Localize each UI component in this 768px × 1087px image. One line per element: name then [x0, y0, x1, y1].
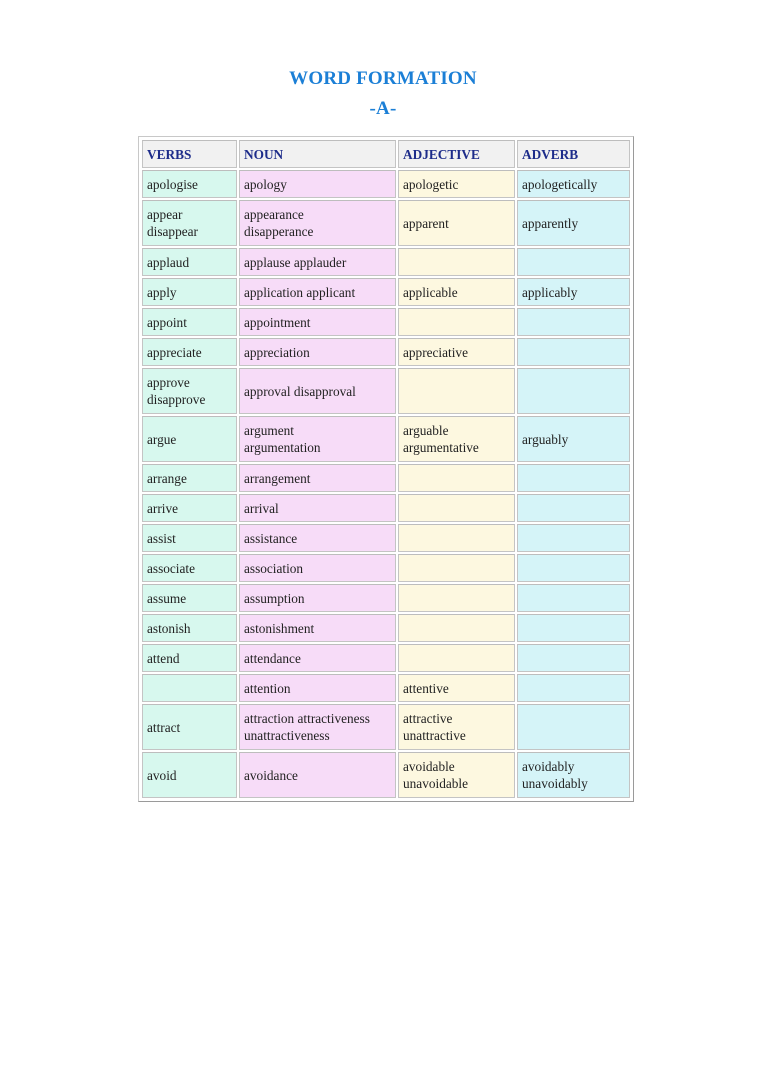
noun-cell: [239, 200, 396, 246]
verb-cell: [142, 464, 237, 492]
adverb-cell: [517, 674, 630, 702]
verb-cell-text: applaud: [147, 254, 190, 270]
table-row: [142, 278, 630, 306]
verb-cell: [142, 278, 237, 306]
adverb-cell-text: apologetically: [522, 176, 598, 192]
table-row: [142, 248, 630, 276]
adverb-cell-text: apparently: [522, 215, 579, 231]
adjective-cell: [398, 368, 515, 414]
noun-cell: [239, 170, 396, 198]
adjective-cell: [398, 248, 515, 276]
verb-cell-text: arrive: [147, 500, 179, 516]
adjective-cell-text: unavoidable: [403, 776, 468, 791]
adjective-cell-text: argumentative: [403, 440, 479, 455]
verb-cell-text: apply: [147, 284, 177, 300]
verb-cell: [142, 644, 237, 672]
adjective-cell: [398, 464, 515, 492]
adjective-cell-text: avoidable: [403, 759, 455, 774]
table-row: [142, 464, 630, 492]
adverb-cell: [517, 614, 630, 642]
verb-cell: [142, 368, 237, 414]
noun-cell-text: applause applauder: [244, 254, 347, 270]
verb-cell-text: arrange: [147, 470, 187, 486]
table-row: [142, 584, 630, 612]
verb-cell-text: assist: [147, 530, 176, 546]
noun-cell-text: appointment: [244, 314, 311, 330]
noun-cell: [239, 584, 396, 612]
column-header-verbs: VERBS: [142, 140, 237, 168]
adverb-cell: [517, 704, 630, 750]
table-row: [142, 644, 630, 672]
document-title: WORD FORMATION: [289, 68, 477, 89]
table-row: [142, 752, 630, 798]
noun-cell: [239, 278, 396, 306]
noun-cell-text: argument: [244, 423, 294, 438]
adjective-cell-text: unattractive: [403, 728, 466, 743]
adverb-cell-text: arguably: [522, 431, 569, 447]
verb-cell: [142, 674, 237, 702]
verb-cell: [142, 248, 237, 276]
verb-cell: [142, 614, 237, 642]
noun-cell: [239, 248, 396, 276]
adverb-cell: [517, 584, 630, 612]
noun-cell: [239, 704, 396, 750]
adverb-cell: [517, 752, 630, 798]
noun-cell-text: unattractiveness: [244, 728, 330, 743]
verb-cell: [142, 308, 237, 336]
noun-cell: [239, 752, 396, 798]
adverb-cell: [517, 416, 630, 462]
verb-cell: [142, 338, 237, 366]
word-formation-table: [140, 138, 632, 800]
adjective-cell: [398, 614, 515, 642]
adjective-cell: [398, 674, 515, 702]
noun-cell-text: assumption: [244, 590, 305, 606]
adjective-cell: [398, 308, 515, 336]
table-row: [142, 674, 630, 702]
noun-cell-text: appreciation: [244, 344, 310, 360]
table-row: [142, 614, 630, 642]
noun-cell: [239, 338, 396, 366]
noun-cell-text: association: [244, 560, 304, 576]
noun-cell-text: assistance: [244, 530, 298, 546]
verb-cell-text: astonish: [147, 620, 191, 636]
table-row: [142, 554, 630, 582]
verb-cell: [142, 416, 237, 462]
noun-cell-text: arrival: [244, 500, 279, 516]
adjective-cell: [398, 200, 515, 246]
adverb-cell: [517, 248, 630, 276]
table-row: [142, 524, 630, 552]
verb-cell: [142, 554, 237, 582]
adjective-cell: [398, 338, 515, 366]
adjective-cell: [398, 644, 515, 672]
verb-cell-text: disappear: [147, 224, 198, 239]
column-header-noun: NOUN: [239, 140, 396, 168]
verb-cell-text: assume: [147, 590, 187, 606]
noun-cell: [239, 644, 396, 672]
verb-cell-text: avoid: [147, 767, 177, 783]
noun-cell-text: approval disapproval: [244, 383, 356, 399]
noun-cell-text: arrangement: [244, 470, 311, 486]
adverb-cell: [517, 170, 630, 198]
adverb-cell: [517, 644, 630, 672]
table-header-row: [142, 140, 630, 168]
adjective-cell: [398, 524, 515, 552]
table-body: [142, 170, 630, 798]
table-row: [142, 494, 630, 522]
adjective-cell-text: apologetic: [403, 176, 459, 192]
noun-cell-text: argumentation: [244, 440, 321, 455]
table-row: [142, 200, 630, 246]
adjective-cell: [398, 494, 515, 522]
verb-cell-text: appear: [147, 207, 183, 222]
noun-cell: [239, 524, 396, 552]
adjective-cell: [398, 752, 515, 798]
noun-cell: [239, 368, 396, 414]
noun-cell: [239, 674, 396, 702]
table-row: [142, 338, 630, 366]
adjective-cell: [398, 584, 515, 612]
adjective-cell-text: attentive: [403, 680, 449, 696]
adverb-cell: [517, 308, 630, 336]
noun-cell: [239, 416, 396, 462]
table-row: [142, 170, 630, 198]
adjective-cell: [398, 170, 515, 198]
noun-cell: [239, 554, 396, 582]
adverb-cell: [517, 494, 630, 522]
adverb-cell: [517, 200, 630, 246]
noun-cell-text: appearance: [244, 207, 304, 222]
adverb-cell-text: avoidably: [522, 759, 575, 774]
table-row: [142, 704, 630, 750]
verb-cell-text: argue: [147, 431, 177, 447]
adjective-cell-text: attractive: [403, 711, 453, 726]
column-header-adverb: ADVERB: [517, 140, 630, 168]
verb-cell-text: attract: [147, 719, 181, 735]
adverb-cell: [517, 554, 630, 582]
verb-cell-text: approve: [147, 375, 190, 390]
adjective-cell-text: appreciative: [403, 344, 468, 360]
verb-cell-text: appoint: [147, 314, 187, 330]
adjective-cell: [398, 416, 515, 462]
noun-cell-text: attention: [244, 680, 291, 696]
noun-cell-text: apology: [244, 176, 287, 192]
noun-cell: [239, 614, 396, 642]
adverb-cell: [517, 464, 630, 492]
adjective-cell: [398, 554, 515, 582]
adverb-cell: [517, 524, 630, 552]
verb-cell: [142, 494, 237, 522]
verb-cell-text: associate: [147, 560, 195, 576]
verb-cell: [142, 170, 237, 198]
noun-cell-text: astonishment: [244, 620, 315, 636]
adjective-cell-text: apparent: [403, 215, 449, 231]
adjective-cell-text: arguable: [403, 423, 449, 438]
verb-cell: [142, 524, 237, 552]
verb-cell: [142, 704, 237, 750]
noun-cell: [239, 494, 396, 522]
adjective-cell: [398, 278, 515, 306]
verb-cell: [142, 584, 237, 612]
verb-cell-text: disapprove: [147, 392, 206, 407]
document-subtitle: -A-: [369, 98, 397, 119]
adverb-cell-text: applicably: [522, 284, 578, 300]
noun-cell-text: attraction attractiveness: [244, 711, 370, 726]
noun-cell-text: application applicant: [244, 284, 356, 300]
noun-cell: [239, 464, 396, 492]
noun-cell-text: attendance: [244, 650, 301, 666]
verb-cell-text: attend: [147, 650, 180, 666]
adjective-cell: [398, 704, 515, 750]
adjective-cell-text: applicable: [403, 284, 458, 300]
noun-cell-text: avoidance: [244, 767, 298, 783]
adverb-cell-text: unavoidably: [522, 776, 588, 791]
column-header-adjective: ADJECTIVE: [398, 140, 515, 168]
verb-cell-text: apologise: [147, 176, 198, 192]
adverb-cell: [517, 338, 630, 366]
verb-cell: [142, 752, 237, 798]
noun-cell: [239, 308, 396, 336]
noun-cell-text: disapperance: [244, 224, 314, 239]
table-row: [142, 308, 630, 336]
table-row: [142, 416, 630, 462]
adverb-cell: [517, 278, 630, 306]
verb-cell: [142, 200, 237, 246]
verb-cell-text: appreciate: [147, 344, 202, 360]
table-row: [142, 368, 630, 414]
adverb-cell: [517, 368, 630, 414]
word-formation-table-frame: [138, 136, 634, 802]
